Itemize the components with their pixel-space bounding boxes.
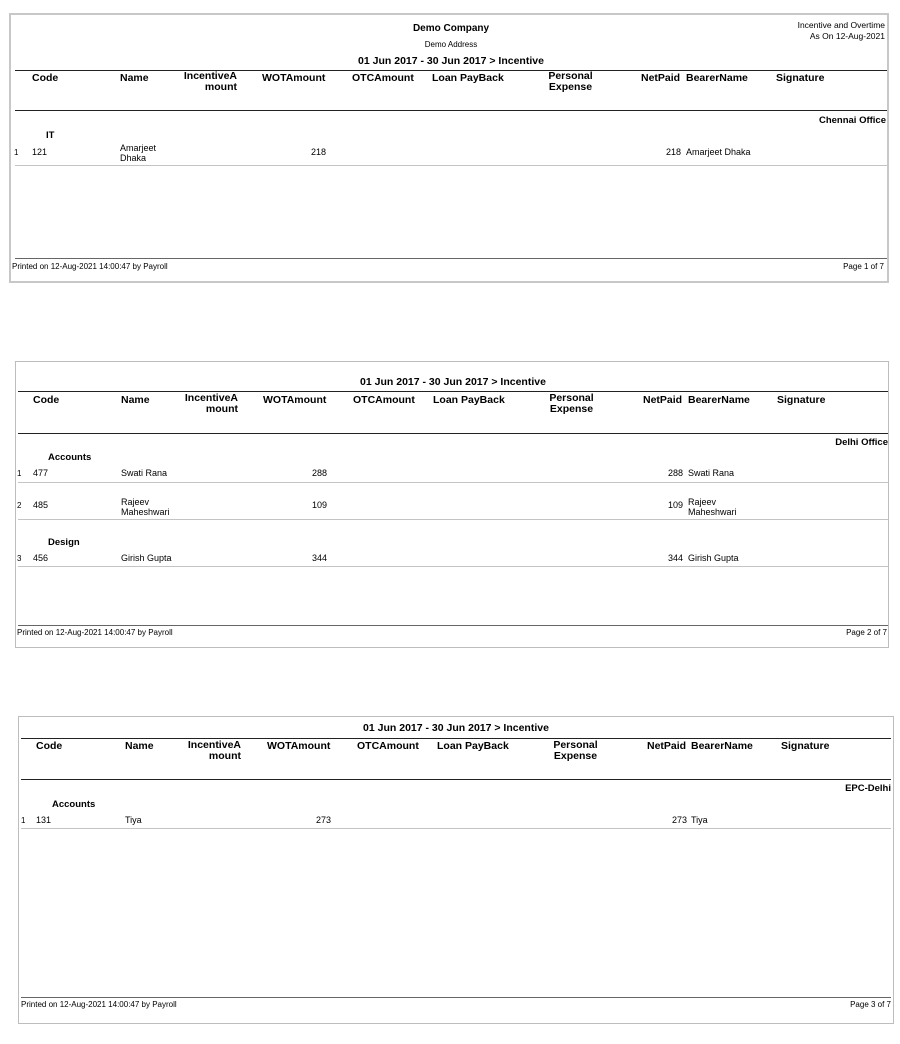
row-serial: 1 bbox=[17, 469, 22, 478]
col-name: Name bbox=[120, 72, 149, 84]
header-top-rule bbox=[18, 391, 888, 392]
col-incentive bbox=[172, 393, 238, 415]
report-page-2 bbox=[15, 361, 889, 648]
header-top-rule bbox=[15, 70, 887, 71]
report-title bbox=[798, 20, 885, 42]
row-serial: 3 bbox=[17, 554, 22, 563]
row-name bbox=[121, 497, 170, 517]
row-name bbox=[121, 468, 167, 478]
col-incentive-l1: IncentiveA bbox=[183, 70, 237, 82]
dept-name: Accounts bbox=[52, 799, 96, 810]
col-personal-l2: Expense bbox=[553, 750, 598, 762]
row-bearer-l1: Amarjeet Dhaka bbox=[686, 147, 751, 157]
row-wot: 288 bbox=[311, 468, 327, 478]
row-bearer bbox=[691, 815, 708, 825]
col-otc: OTCAmount bbox=[353, 394, 415, 406]
col-signature: Signature bbox=[777, 394, 826, 406]
col-loan: Loan PayBack bbox=[433, 394, 505, 406]
row-netpaid: 273 bbox=[671, 815, 687, 825]
row-wot: 218 bbox=[310, 147, 326, 157]
row-name-l1: Tiya bbox=[125, 815, 142, 825]
col-signature: Signature bbox=[776, 72, 825, 84]
row-bearer-l2: Maheshwari bbox=[688, 507, 737, 517]
row-netpaid: 288 bbox=[667, 468, 683, 478]
footer-printed: Printed on 12-Aug-2021 14:00:47 by Payroll bbox=[17, 628, 173, 637]
row-divider bbox=[21, 828, 891, 829]
footer-rule bbox=[21, 997, 891, 998]
report-page-3 bbox=[18, 716, 894, 1024]
header-top-rule bbox=[21, 738, 891, 739]
header-bottom-rule bbox=[18, 433, 888, 434]
col-otc: OTCAmount bbox=[357, 740, 419, 752]
col-personal bbox=[533, 71, 608, 93]
col-wot: WOTAmount bbox=[263, 394, 327, 406]
row-serial: 1 bbox=[21, 816, 26, 825]
col-signature: Signature bbox=[781, 740, 830, 752]
row-serial: 1 bbox=[14, 148, 19, 157]
row-name bbox=[125, 815, 142, 825]
col-wot: WOTAmount bbox=[267, 740, 331, 752]
row-divider bbox=[18, 519, 888, 520]
row-name-l1: Rajeev bbox=[121, 497, 150, 507]
col-code: Code bbox=[36, 740, 63, 752]
company-address: Demo Address bbox=[424, 40, 478, 49]
footer-rule bbox=[18, 625, 888, 626]
row-serial: 2 bbox=[17, 501, 22, 510]
report-title-line1: Incentive and Overtime bbox=[797, 20, 885, 30]
row-bearer bbox=[686, 147, 751, 157]
footer-rule bbox=[15, 258, 887, 259]
col-personal-l1: Personal bbox=[548, 70, 593, 82]
dept-name: Accounts bbox=[48, 452, 92, 463]
col-incentive-l2: mount bbox=[208, 750, 241, 762]
page-number: Page 2 of 7 bbox=[846, 628, 887, 637]
report-page-1 bbox=[9, 13, 889, 283]
col-name: Name bbox=[125, 740, 154, 752]
col-loan: Loan PayBack bbox=[432, 72, 504, 84]
dept-name: IT bbox=[46, 130, 55, 141]
row-bearer bbox=[688, 553, 739, 563]
date-range: 01 Jun 2017 - 30 Jun 2017 > Incentive bbox=[358, 55, 544, 67]
col-incentive bbox=[175, 740, 241, 762]
col-incentive-l2: mount bbox=[204, 81, 237, 93]
col-incentive-l1: IncentiveA bbox=[187, 739, 241, 751]
row-name-l1: Girish Gupta bbox=[121, 553, 172, 563]
row-bearer-l1: Girish Gupta bbox=[688, 553, 739, 563]
row-divider bbox=[18, 482, 888, 483]
row-wot: 109 bbox=[311, 500, 327, 510]
row-bearer bbox=[688, 468, 734, 478]
col-personal-l2: Expense bbox=[549, 403, 594, 415]
col-wot: WOTAmount bbox=[262, 72, 326, 84]
col-incentive-l2: mount bbox=[205, 403, 238, 415]
row-code: 121 bbox=[32, 147, 48, 157]
col-personal-l2: Expense bbox=[548, 81, 593, 93]
row-code: 456 bbox=[33, 553, 49, 563]
row-netpaid: 218 bbox=[665, 147, 681, 157]
col-bearer: BearerName bbox=[686, 72, 748, 84]
row-name bbox=[120, 143, 156, 163]
col-bearer: BearerName bbox=[688, 394, 750, 406]
dept-name: Design bbox=[48, 537, 80, 548]
col-loan: Loan PayBack bbox=[437, 740, 509, 752]
office-name: Chennai Office bbox=[818, 115, 886, 126]
row-name-l1: Swati Rana bbox=[121, 468, 168, 478]
report-title-line2: As On 12-Aug-2021 bbox=[809, 31, 885, 41]
col-code: Code bbox=[32, 72, 59, 84]
page-number: Page 3 of 7 bbox=[850, 1000, 891, 1009]
col-personal-l1: Personal bbox=[549, 392, 594, 404]
col-personal-l1: Personal bbox=[553, 739, 598, 751]
row-divider bbox=[15, 165, 887, 166]
row-name bbox=[121, 553, 172, 563]
row-name-l2: Dhaka bbox=[120, 153, 147, 163]
row-netpaid: 109 bbox=[667, 500, 683, 510]
row-bearer bbox=[688, 497, 737, 517]
company-name: Demo Company bbox=[412, 23, 490, 34]
office-name: EPC-Delhi bbox=[845, 783, 891, 794]
col-name: Name bbox=[121, 394, 150, 406]
office-name: Delhi Office bbox=[835, 437, 888, 448]
header-bottom-rule bbox=[15, 110, 887, 111]
row-name-l1: Amarjeet bbox=[120, 143, 157, 153]
date-range: 01 Jun 2017 - 30 Jun 2017 > Incentive bbox=[360, 376, 546, 388]
row-wot: 344 bbox=[311, 553, 327, 563]
col-netpaid: NetPaid bbox=[641, 72, 681, 84]
row-code: 477 bbox=[33, 468, 49, 478]
row-code: 131 bbox=[36, 815, 52, 825]
col-bearer: BearerName bbox=[691, 740, 753, 752]
page-number: Page 1 of 7 bbox=[843, 262, 884, 271]
row-name-l2: Maheshwari bbox=[121, 507, 170, 517]
col-netpaid: NetPaid bbox=[643, 394, 683, 406]
footer-printed: Printed on 12-Aug-2021 14:00:47 by Payroll bbox=[21, 1000, 177, 1009]
row-wot: 273 bbox=[315, 815, 331, 825]
col-incentive-l1: IncentiveA bbox=[184, 392, 238, 404]
col-otc: OTCAmount bbox=[352, 72, 414, 84]
row-bearer-l1: Swati Rana bbox=[688, 468, 735, 478]
header-bottom-rule bbox=[21, 779, 891, 780]
col-personal bbox=[538, 740, 613, 762]
footer-printed: Printed on 12-Aug-2021 14:00:47 by Payroll bbox=[12, 262, 168, 271]
col-netpaid: NetPaid bbox=[647, 740, 687, 752]
row-bearer-l1: Tiya bbox=[691, 815, 708, 825]
col-personal bbox=[534, 393, 609, 415]
row-divider bbox=[18, 566, 888, 567]
row-bearer-l1: Rajeev bbox=[688, 497, 717, 507]
row-code: 485 bbox=[33, 500, 49, 510]
col-incentive bbox=[171, 71, 237, 93]
col-code: Code bbox=[33, 394, 60, 406]
date-range: 01 Jun 2017 - 30 Jun 2017 > Incentive bbox=[363, 722, 549, 734]
row-netpaid: 344 bbox=[667, 553, 683, 563]
